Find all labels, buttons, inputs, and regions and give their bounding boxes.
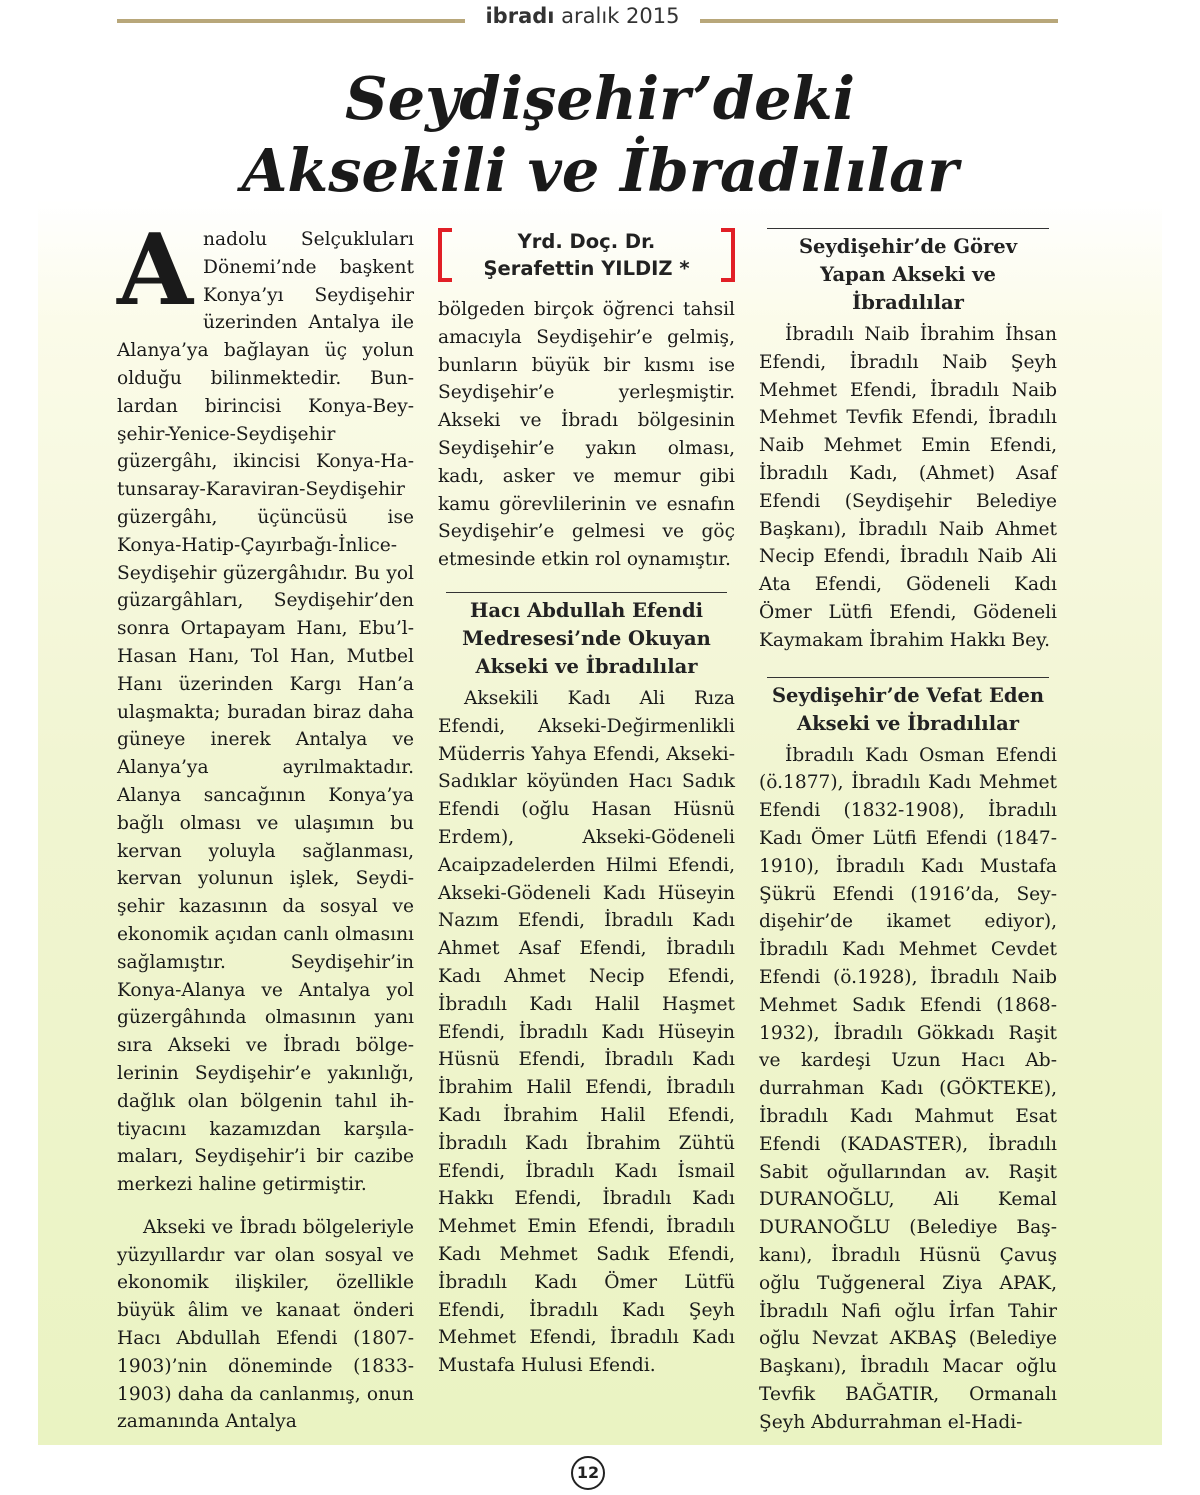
article-title-line-2: Aksekili ve İbradılılar [241, 136, 959, 205]
column-2 [438, 296, 735, 1380]
author-fullname: Şerafettin YILDIZ * [483, 257, 690, 280]
article-title-line-1: Seydişehir’deki [344, 64, 856, 133]
column-3-paragraph-2: İbradılı Kadı Osman Efendi (ö.1877), İbradılı Kadı Mehmet Efendi (1832-1908), İbradılı Kadı Ömer Lütfi Efendi (1847-1910), İbradılı Kadı Mustafa Şükrü Efendi (1916’da, Seydişehir’de ikamet ediyor), İbradılı Kadı Mehmet Cevdet Efendi (ö.1928), İbradılı Naib Mehmet Sadık Efendi (1868-1932), İbradılı Gökkadı Raşit ve kardeşi Uzun Hacı Abdurrahman Kadı (GÖKTEKE), İbradılı Kadı Mahmut Esat Efendi (KADASTER), İbradılı Sabit oğullarından av. Raşit DURANOĞLU, Ali Kemal DURANOĞLU (Belediye Başkanı), İbradılı Hüsnü Çavuş oğlu Tuğgeneral Ziya APAK, İbradılı Nafi oğlu İrfan Tahir oğlu Nevzat AKBAŞ (Belediye Başkanı), İbradılı Macar oğlu Tevfik BAĞATIR, Ormanalı Şeyh Abdurrahman el-Hadi- [759, 744, 1057, 1433]
header-rule-right [700, 19, 1058, 23]
author-name [456, 228, 717, 282]
header-rule-left [117, 19, 465, 23]
column-1 [117, 213, 414, 1436]
header-brand: ibradı [485, 4, 555, 28]
column-2-paragraph-1: bölgeden birçok öğrenci tahsil amacıyla Seydişehir’e gelmiş, bunların büyük bir kısmı ise Seydişehir’e yerleşmiştir. Akseki ve İbradı bölgesinin Seydişehir’e yakın olması, kadı, asker ve memur gibi kamu görevlilerinin ve esnafın Seydişehir’e gelmesi ve göç etmesinde etkin rol oynamıştır. [438, 299, 735, 571]
column-1-paragraph-1-text: nadolu Selçukluları Dönemi’nde başkent Konya’yı Seydişehir üzerinden Antalya ile Alanya’ya bağlayan üç yolun olduğu bilinmektedir. Bunlardan birincisi Konya-Beyşehir-Yenice-Seydişehir güzergâhı, ikincisi Konya-Hatunsaray-Karaviran-Seydişehir güzergâhı, üçüncüsü ise Konya-Hatip-Çayırbağı-İnlice-Seydişehir güzergâhıdır. Bu yol güzargâhları, Seydişehir’den sonra Ortapayam Hanı, Ebu’l-Hasan Hanı, Tol Han, Mutbel Hanı üzerinden Kargı Han’a ulaşmakta; buradan biraz daha güneye inerek Antalya ve Alanya’ya ayrılmaktadır. Alanya sancağının Konya’ya bağlı olması ve ulaşımın bu kervan yoluyla sağlanması, kervan yolunun işlek, Seydişehir kazasının da sosyal ve ekonomik açıdan canlı olmasını sağlamıştır. Seydişehir’in Konya-Alanya ve Antalya yol güzergâhında olmasının yanı sıra Akseki ve İbradı bölgelerinin Seydişehir’e yakınlığı, dağlık olan bölgenin tahıl ihtiyacını kazamızdan karşılamaları, Seydişehir’i bir cazibe merkezi haline getirmiştir. [117, 229, 414, 1196]
left-bracket-icon [438, 228, 452, 282]
subheading-vefat-eden: Seydişehir’de Vefat Eden Akseki ve İbradılılar [767, 677, 1049, 738]
header-issue: aralık 2015 [561, 4, 680, 28]
column-1-paragraph-2: Akseki ve İbradı bölgeleriyle yüzyıllardır var olan sosyal ve ekonomik ilişkiler, özellikle büyük âlim ve kanaat önderi Hacı Abdullah Efendi (1807-1903)’nin döneminde (1833-1903) daha da canlanmış, onun zamanında Antalya [117, 1216, 414, 1433]
drop-cap: A [117, 213, 194, 328]
column-3 [759, 228, 1057, 1436]
column-3-paragraph-1: İbradılı Naib İbrahim İhsan Efendi, İbradılı Naib Şeyh Mehmet Efendi, İbradılı Naib Mehmet Tevfik Efendi, İbradılı Naib Mehmet Emin Efendi, İbradılı Kadı, (Ahmet) Asaf Efendi (Seydişehir Belediye Başkanı), İbradılı Naib Ahmet Necip Efendi, İbradılı Naib Ali Ata Efendi, Gödeneli Kadı Ömer Lütfi Efendi, Gödeneli Kaymakam İbrahim Hakkı Bey. [759, 324, 1057, 651]
running-header [467, 4, 698, 28]
author-title: Yrd. Doç. Dr. [517, 230, 656, 253]
column-1-paragraph-1 [117, 213, 414, 1199]
subheading-gorev-yapan: Seydişehir’de Görev Yapan Akseki ve İbradılılar [767, 228, 1049, 317]
subheading-medrese: Hacı Abdullah Efendi Medresesi’nde Okuyan Akseki ve İbradılılar [446, 592, 727, 681]
author-byline [438, 228, 735, 278]
right-bracket-icon [721, 228, 735, 282]
page-number: 12 [571, 1456, 605, 1490]
column-2-paragraph-2: Aksekili Kadı Ali Rıza Efendi, Akseki-Değirmenlikli Müderris Yahya Efendi, Akseki-Sadıklar köyünden Hacı Sadık Efendi (oğlu Hasan Hüsnü Erdem), Akseki-Gödeneli Acaipzadelerden Hilmi Efendi, Akseki-Gödeneli Kadı Hüseyin Nazım Efendi, İbradılı Kadı Ahmet Asaf Efendi, İbradılı Kadı Ahmet Necip Efendi, İbradılı Kadı Halil Haşmet Efendi, İbradılı Kadı Hüseyin Hüsnü Efendi, İbradılı Kadı İbrahim Halil Efendi, İbradılı Kadı İbrahim Halil Efendi, İbradılı Kadı İbrahim Zühtü Efendi, İbradılı Kadı İsmail Hakkı Efendi, İbradılı Kadı Mehmet Emin Efendi, İbradılı Kadı Mehmet Sadık Efendi, İbradılı Kadı Ömer Lütfü Efendi, İbradılı Kadı Şeyh Mehmet Efendi, İbradılı Kadı Mustafa Hulusi Efendi. [438, 687, 735, 1377]
